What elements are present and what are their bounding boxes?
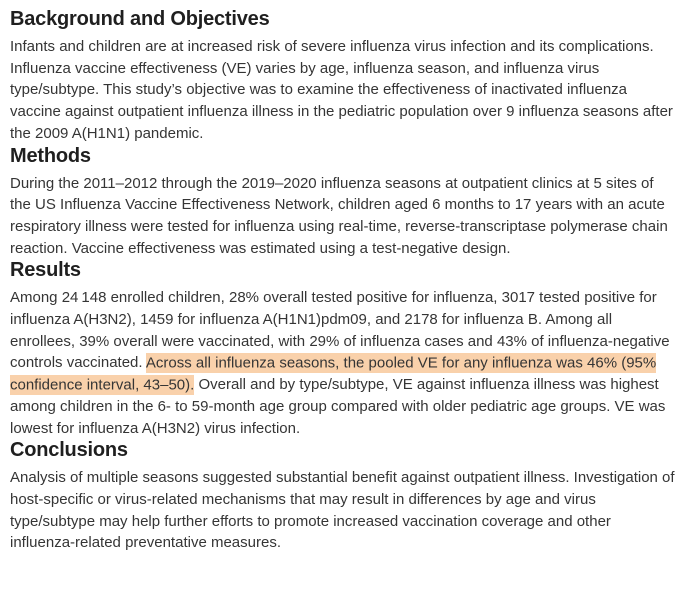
conclusions-paragraph <box>10 467 678 554</box>
section-background-and-objectives <box>10 8 678 145</box>
text-run: Analysis of multiple seasons suggested substantial benefit against outpatient illness. Investigation of host-specific or virus-related mechanisms that may result in differences by age and virus type/subtype may help further efforts to promote increased vaccination coverage and other influenza-related preventative measures. <box>10 469 675 552</box>
methods-heading: Methods <box>10 144 91 167</box>
section-methods <box>10 145 678 260</box>
results-paragraph <box>10 287 678 439</box>
highlighted-text: Across all influenza seasons, the pooled VE for any influenza was 46% (95% confidence interval, 43–50). <box>10 354 657 394</box>
section-results <box>10 259 678 439</box>
conclusions-heading: Conclusions <box>10 439 128 462</box>
text-run: Infants and children are at increased risk of severe influenza virus infection and its complications. Influenza vaccine effectiveness (VE) varies by age, influenza season, and influenza virus type/subtype. This study’s objective was to examine the effectiveness of inactivated influenza vaccine against outpatient influenza illness in the pediatric population over 9 influenza seasons after the 2009 A(H1N1) pandemic. <box>10 38 673 142</box>
section-conclusions <box>10 439 678 554</box>
text-run: Among 24 148 enrolled children, 28% overall tested positive for influenza, 3017 tested positive for influenza A(H3N2), 1459 for influenza A(H1N1)pdm09, and 2178 for influenza B. Among all enrollees, 39% overall were vaccinated, with 29% of influenza cases and 43% of influenza-negative controls vaccinated. <box>10 289 670 372</box>
background-paragraph <box>10 36 678 145</box>
methods-paragraph <box>10 173 678 260</box>
text-run: Overall and by type/subtype, VE against influenza illness was highest among children in the 6- to 59-month age group compared with older pediatric age groups. VE was lowest for influenza A(H3N2) virus infection. <box>10 376 666 437</box>
text-run: During the 2011–2012 through the 2019–2020 influenza seasons at outpatient clinics at 5 sites of the US Influenza Vaccine Effectiveness Network, children aged 6 months to 17 years with an acute respiratory illness were tested for influenza using real-time, reverse-transcriptase polymerase chain reaction. Vaccine effectiveness was estimated using a test-negative design. <box>10 174 668 257</box>
results-heading: Results <box>10 259 81 282</box>
background-heading: Background and Objectives <box>10 8 270 30</box>
